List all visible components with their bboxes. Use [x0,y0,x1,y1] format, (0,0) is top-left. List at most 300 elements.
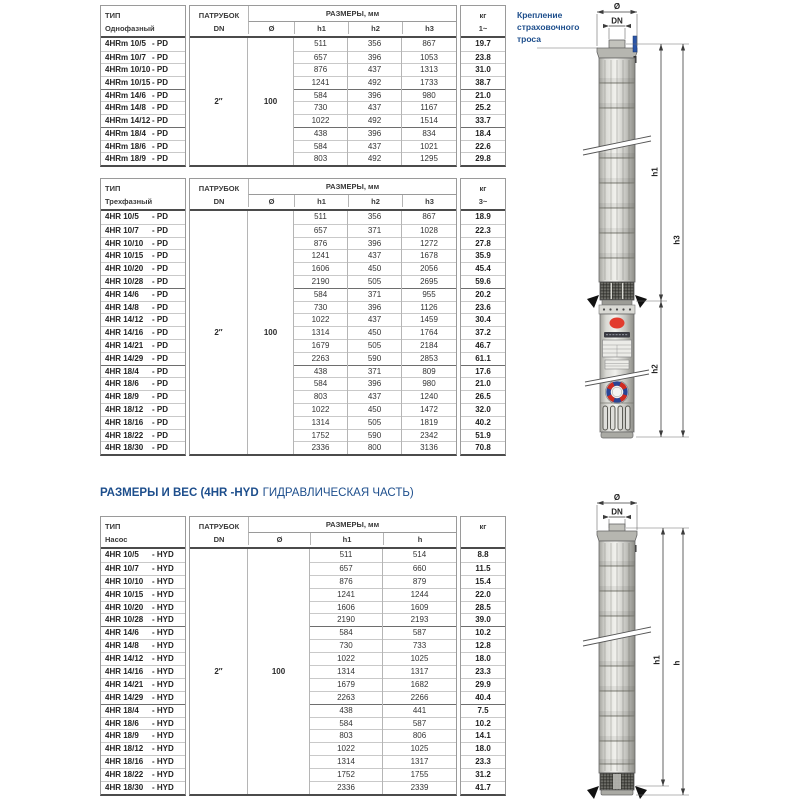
dim-value-cell: 834 [402,127,456,140]
table-row-model [101,626,185,639]
model-suffix: - HYD [152,641,174,651]
dim-value-cell: 2695 [402,275,456,288]
model-name: 4HR 10/7 [105,563,139,573]
model-suffix: - PD [152,302,168,312]
dim-value-cell: 1752 [310,768,382,781]
dn-value-cell: 2″ [190,549,248,794]
motor-neck [602,300,632,305]
dia-label: Ø [613,2,621,11]
dim-col-header: h3 [402,22,456,34]
model-name: 4HRm 10/10 [105,65,151,75]
model-name: 4HRm 18/4 [105,128,146,138]
dim-value-cell: 492 [348,114,401,127]
type-rows [101,38,185,165]
dim-value-cell: 1314 [310,755,382,768]
dn-value-cell: 2″ [190,38,248,165]
dim-value-column [402,38,456,165]
dim-col-header: h3 [402,195,456,207]
dim-value-cell: 438 [294,127,347,140]
dn-ext-lines [609,28,625,39]
model-suffix: - PD [152,392,168,402]
model-suffix: - PD [152,430,168,440]
dim-value-cell: 590 [348,352,401,365]
dim-value-cell: 505 [348,339,401,352]
weight-cell: 22.0 [461,588,505,601]
model-suffix: - PD [152,353,168,363]
table-row-model [101,262,185,275]
strainer-bottom-cap [601,790,633,795]
model-name: 4HRm 14/6 [105,90,146,100]
dim-value-cell: 1241 [294,249,347,262]
dim-value-cell: 980 [402,377,456,390]
model-suffix: - HYD [152,692,174,702]
model-name: 4HR 18/9 [105,731,139,741]
section-heading-bold: РАЗМЕРЫ И ВЕС (4HR -HYD [100,487,259,499]
table-row-model [101,211,185,224]
table-row-model [101,416,185,429]
dim-value-cell: 505 [348,416,401,429]
table-row-model [101,76,185,89]
model-name: 4HR 18/4 [105,366,139,376]
model-name: 4HR 18/30 [105,443,144,453]
h1-label-2: h1 [652,655,662,665]
table-row-model [101,601,185,614]
dim-value-cell: 1514 [402,114,456,127]
dim-value-cell: 1028 [402,224,456,237]
weight-cell: 23.6 [461,301,505,314]
model-name: 4HR 10/5 [105,212,139,221]
table-row-model [101,352,185,365]
table-row-model [101,275,185,288]
dim-value-cell: 492 [348,76,401,89]
dim-col-header: Ø [248,22,294,34]
dim-value-cell: 1021 [402,140,456,153]
dim-value-cell: 371 [348,224,401,237]
dimensions-block [189,5,457,167]
weight-header-top: кг [479,522,487,531]
dim-value-cell: 1025 [383,742,456,755]
type-column-block [100,5,186,167]
weight-cell: 31.0 [461,63,505,76]
inlet-arrow-right [635,295,647,308]
dim-value-cell: 492 [348,152,401,165]
weight-cell: 15.4 [461,575,505,588]
table-row-model [101,613,185,626]
model-suffix: - HYD [152,731,174,741]
dim-value-column [310,549,383,794]
dim-value-cell: 437 [348,390,401,403]
model-suffix: - HYD [152,576,174,586]
model-suffix: - PD [152,65,168,75]
model-name: 4HR 18/6 [105,718,139,728]
dim-value-cell: 1314 [294,416,347,429]
dim-value-cell: 396 [348,377,401,390]
weight-cell: 59.6 [461,275,505,288]
table-row-model [101,729,185,742]
model-suffix: - PD [152,366,168,376]
dim-value-cell: 1317 [383,665,456,678]
dim-value-cell: 1126 [402,301,456,314]
model-name: 4HR 14/6 [105,289,139,299]
model-suffix: - PD [152,128,168,138]
model-suffix: - HYD [152,744,174,754]
model-suffix: - PD [152,78,168,88]
dn-header: DN [213,23,225,33]
model-name: 4HRm 10/15 [105,78,151,88]
pump-figure-pd [537,2,689,438]
dim-value-cell: 584 [310,717,382,730]
table-row-model [101,89,185,102]
dims-span-header: РАЗМЕРЫ, мм [248,517,456,533]
type-header-top: ТИП [105,522,121,531]
model-suffix: - PD [152,379,168,389]
model-name: 4HR 18/4 [105,705,139,715]
dim-value-cell: 441 [383,704,456,717]
model-suffix: - PD [152,154,168,164]
weight-cell: 28.5 [461,601,505,614]
table-single-phase-pd [100,5,506,167]
model-name: 4HR 14/8 [105,641,139,651]
h2-label: h2 [650,364,660,374]
type-column-block [100,516,186,796]
dim-value-cell: 1317 [383,755,456,768]
table-row-model [101,63,185,76]
dim-value-cell: 396 [348,237,401,250]
weight-cell: 38.7 [461,76,505,89]
weight-cell: 29.8 [461,152,505,165]
dim-value-column [348,38,402,165]
type-header-sub: Трехфазный [105,197,153,206]
weight-cell: 26.5 [461,390,505,403]
type-header [101,179,185,211]
dim-value-cell: 1167 [402,101,456,114]
type-column-block [100,178,186,456]
model-suffix: - HYD [152,783,174,793]
table-row-model [101,114,185,127]
model-name: 4HR 10/15 [105,251,144,261]
dim-value-cell: 450 [348,326,401,339]
dimensions-block [189,178,457,456]
table-hydraulic-part [100,516,506,796]
weight-cell: 70.8 [461,441,505,454]
dim-value-cell: 584 [294,377,347,390]
dim-value-cell: 587 [383,717,456,730]
model-name: 4HR 14/12 [105,315,144,325]
dim-value-cell: 396 [348,301,401,314]
model-suffix: - HYD [152,589,174,599]
weight-cell: 27.8 [461,237,505,250]
dim-value-cell: 1682 [383,678,456,691]
section-heading [100,487,414,499]
weight-cell: 41.7 [461,781,505,794]
weight-cell: 40.4 [461,691,505,704]
model-suffix: - HYD [152,718,174,728]
dim-value-cell: 1022 [294,403,347,416]
dim-value-cell: 356 [367,39,382,48]
dim-value-cell: 371 [348,288,401,301]
table-three-phase-pd [100,178,506,456]
model-suffix: - PD [152,276,168,286]
strainer-center [613,774,621,789]
dim-value-cell: 2190 [294,275,347,288]
dim-value-cell: 2336 [310,781,382,794]
table-row-model [101,691,185,704]
model-suffix: - PD [152,52,168,62]
dim-value-cell: 2336 [294,441,347,454]
dims-header [190,517,456,549]
dim-value-cell: 2263 [310,691,382,704]
diameter-value-cell: 100 [248,211,294,454]
dims-span-header: РАЗМЕРЫ, мм [248,179,456,195]
diameter-value-cell: 100 [248,38,294,165]
weight-cell: 10.2 [461,626,505,639]
dim-value-column [348,211,402,454]
dims-body [190,38,456,165]
weight-cell: 51.9 [461,429,505,442]
dim-value-cell: 1606 [310,601,382,614]
dim-value-cell: 730 [294,101,347,114]
weight-rows [461,549,505,794]
table-row-model [101,101,185,114]
dim-value-cell: 2190 [310,613,382,626]
dim-col-header: Ø [248,533,310,545]
pedrollo-logo-oval [610,318,625,329]
model-name: 4HR 18/22 [105,430,144,440]
dim-value-cell: 1314 [294,326,347,339]
dim-value-cell: 590 [348,429,401,442]
weight-cell: 22.3 [461,224,505,237]
dim-value-cell: 803 [294,152,347,165]
model-suffix: - HYD [152,550,174,559]
table-row-model [101,549,185,562]
type-rows [101,549,185,794]
table-row-model [101,365,185,378]
model-name: 4HR 18/6 [105,379,139,389]
model-suffix: - PD [152,264,168,274]
dn-header: DN [213,196,225,206]
weight-cell: 10.2 [461,717,505,730]
weight-header [461,179,505,211]
dimensions-block [189,516,457,796]
pump-top-cap [597,48,637,58]
table-row-model [101,575,185,588]
suction-screen [600,282,634,300]
dim-value-cell: 867 [422,212,436,221]
model-suffix: - HYD [152,615,174,625]
model-name: 4HR 18/16 [105,417,144,427]
dim-value-cell: 876 [294,237,347,250]
weight-block [460,178,506,456]
dim-value-cell: 1755 [383,768,456,781]
dim-value-cell: 660 [383,562,456,575]
dim-value-cell: 1472 [402,403,456,416]
small-plate [605,360,629,369]
weight-cell: 37.2 [461,326,505,339]
weight-header-sub: 1~ [478,24,488,33]
table-row-model [101,127,185,140]
dim-value-cell: 1025 [383,652,456,665]
table-row-model [101,403,185,416]
discharge-stub-2 [609,524,625,531]
weight-cell: 19.7 [475,39,491,48]
model-name: 4HR 10/20 [105,602,144,612]
type-header-top: ТИП [105,184,121,193]
dim-value-cell: 803 [310,729,382,742]
model-name: 4HR 14/21 [105,679,144,689]
safety-rope-callout: Крепление страховочного троса [517,10,580,44]
table-row-model [101,390,185,403]
pump-figure-hyd [583,493,689,799]
dims-header [190,179,456,211]
dim-value-cell: 1313 [402,63,456,76]
dim-value-cell: 1295 [402,152,456,165]
weight-block [460,516,506,796]
model-suffix: - HYD [152,602,174,612]
weight-cell: 23.8 [461,51,505,64]
table-row-model [101,237,185,250]
weight-cell: 33.7 [461,114,505,127]
dim-value-cell: 584 [294,288,347,301]
dim-col-header: h2 [348,22,402,34]
model-suffix: - HYD [152,770,174,780]
model-name: 4HR 10/5 [105,550,139,559]
dim-value-cell: 437 [348,249,401,262]
model-name: 4HR 14/6 [105,628,139,638]
model-suffix: - PD [152,39,168,48]
weight-cell: 18.9 [475,212,491,221]
dim-value-cell: 876 [294,63,347,76]
weight-rows [461,38,505,165]
model-suffix: - HYD [152,628,174,638]
dim-value-cell: 733 [383,639,456,652]
model-suffix: - PD [152,225,168,235]
dim-value-cell: 2266 [383,691,456,704]
model-name: 4HRm 14/8 [105,103,146,113]
weight-cell: 25.2 [461,101,505,114]
dim-value-cell: 657 [310,562,382,575]
model-name: 4HR 10/7 [105,225,139,235]
dim-value-cell: 437 [348,313,401,326]
table-row-model [101,742,185,755]
model-name: 4HRm 10/5 [105,39,146,48]
dim-col-header: h1 [310,533,383,545]
table-row-model [101,665,185,678]
model-suffix: - PD [152,212,168,221]
dim-value-cell: 2193 [383,613,456,626]
dims-span-header: РАЗМЕРЫ, мм [248,6,456,22]
dim-col-header: Ø [248,195,294,207]
weight-header [461,6,505,38]
table-row-model [101,38,185,51]
model-suffix: - PD [152,328,168,338]
model-suffix: - HYD [152,757,174,767]
type-header-top: ТИП [105,11,121,20]
dim-value-cell: 1679 [294,339,347,352]
model-suffix: - HYD [152,679,174,689]
dim-value-column [383,549,456,794]
table-row-model [101,755,185,768]
model-name: 4HR 10/15 [105,589,144,599]
model-name: 4HR 10/28 [105,615,144,625]
dim-value-cell: 356 [367,212,382,221]
dim-value-column [402,211,456,454]
dim-value-cell: 1679 [310,678,382,691]
weight-cell: 20.2 [461,288,505,301]
table-row-model [101,704,185,717]
dim-value-cell: 1053 [402,51,456,64]
model-name: 4HR 18/22 [105,770,144,780]
model-name: 4HR 18/16 [105,757,144,767]
weight-cell: 8.8 [477,550,489,559]
pipe-header: ПАТРУБОК [198,522,240,531]
model-name: 4HRm 18/6 [105,141,146,151]
model-suffix: - HYD [152,705,174,715]
dim-value-cell: 955 [402,288,456,301]
table-row-model [101,441,185,454]
table-row-model [101,588,185,601]
dim-value-cell: 730 [310,639,382,652]
pump-illustrations [515,0,800,800]
dim-value-cell: 371 [348,365,401,378]
model-name: 4HR 18/30 [105,783,144,793]
table-row-model [101,140,185,153]
weight-cell: 61.1 [461,352,505,365]
dim-value-cell: 657 [294,224,347,237]
type-header-sub: Однофазный [105,24,155,33]
dims-body [190,549,456,794]
model-name: 4HR 10/20 [105,264,144,274]
dim-value-cell: 1819 [402,416,456,429]
section-heading-regular: ГИДРАВЛИЧЕСКАЯ ЧАСТЬ) [262,487,414,499]
model-name: 4HRm 10/7 [105,52,146,62]
weight-cell: 45.4 [461,262,505,275]
table-row-model [101,768,185,781]
table-row-model [101,224,185,237]
dim-value-cell: 1022 [294,114,347,127]
dim-value-cell: 2263 [294,352,347,365]
dim-value-cell: 438 [310,704,382,717]
weight-header-top: кг [479,184,487,193]
weight-cell: 32.0 [461,403,505,416]
dim-value-cell: 867 [422,39,436,48]
dim-value-cell: 1272 [402,237,456,250]
dim-value-cell: 438 [294,365,347,378]
weight-cell: 35.9 [461,249,505,262]
dim-value-cell: 511 [314,39,327,48]
dim-value-cell: 1678 [402,249,456,262]
model-suffix: - PD [152,417,168,427]
model-suffix: - PD [152,315,168,325]
dim-value-cell: 1764 [402,326,456,339]
model-name: 4HR 14/12 [105,654,144,664]
dim-value-cell: 1241 [294,76,347,89]
model-name: 4HR 10/10 [105,576,144,586]
weight-cell: 17.6 [461,365,505,378]
model-name: 4HR 10/28 [105,276,144,286]
dim-value-cell: 803 [294,390,347,403]
model-suffix: - HYD [152,654,174,664]
weight-cell: 18.0 [461,742,505,755]
dim-value-cell: 437 [348,63,401,76]
dim-value-column [294,211,348,454]
table-row-model [101,781,185,794]
weight-cell: 18.4 [461,127,505,140]
table-row-model [101,562,185,575]
table-row-model [101,429,185,442]
dn-label-2: DN [611,507,623,517]
dim-value-cell: 584 [294,89,347,102]
weight-cell: 18.0 [461,652,505,665]
